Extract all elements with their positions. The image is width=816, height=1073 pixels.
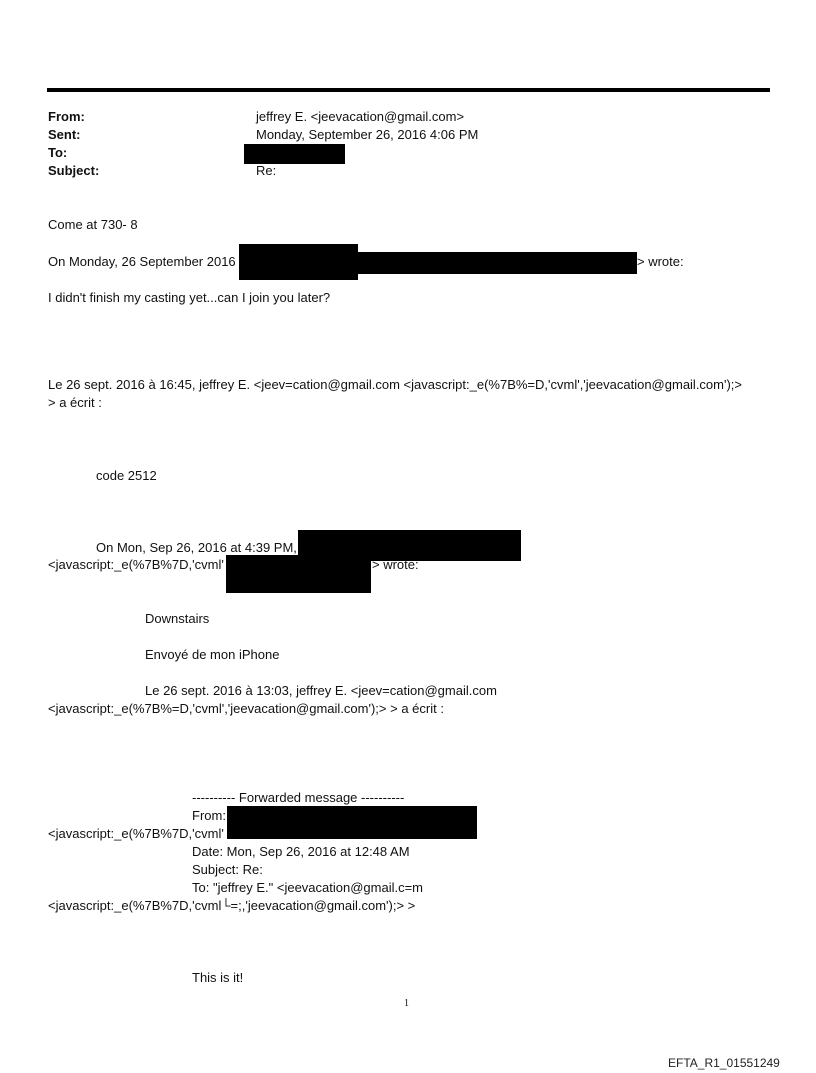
forwarded-message-text: This is it!	[192, 970, 244, 985]
redaction-sender-name	[239, 244, 358, 280]
reply-text: Come at 730- 8	[48, 217, 138, 232]
quote-header-en-end: > wrote:	[372, 557, 419, 572]
redaction-sender-2-email	[226, 555, 371, 593]
forwarded-subject: Subject: Re:	[192, 862, 263, 877]
quoted-message-2: code 2512	[96, 468, 157, 483]
redaction-sender-email	[355, 252, 637, 274]
sent-label: Sent:	[48, 127, 81, 142]
quote-header-fr-2: Le 26 sept. 2016 à 13:03, jeffrey E. <jeev=cation@gmail.com	[145, 683, 497, 698]
forwarded-from: From:	[192, 808, 226, 823]
quote-intro-end: > wrote:	[637, 254, 684, 269]
page-number: 1	[404, 998, 409, 1009]
forwarded-from-js: <javascript:_e(%7B%7D,'cvml'	[48, 826, 224, 841]
quote-header-en-js: <javascript:_e(%7B%7D,'cvml'	[48, 557, 224, 572]
document-id: EFTA_R1_01551249	[668, 1056, 780, 1070]
from-value: jeffrey E. <jeevacation@gmail.com>	[256, 109, 465, 124]
quote-header-fr-1-end: > a écrit :	[48, 395, 102, 410]
quote-header-fr-2-end: <javascript:_e(%7B%=D,'cvml','jeevacation@gmail.com');> > a écrit :	[48, 701, 444, 716]
signature-line: Envoyé de mon iPhone	[145, 647, 280, 662]
quote-header-fr-1: Le 26 sept. 2016 à 16:45, jeffrey E. <jeev=cation@gmail.com <javascript:_e(%7B%=D,'cvml','jeevacation@gmail.com');>	[48, 377, 743, 392]
forwarded-header: ---------- Forwarded message ----------	[192, 790, 405, 805]
redaction-to	[244, 144, 345, 164]
to-label: To:	[48, 145, 68, 160]
header-rule	[47, 88, 770, 92]
forwarded-to: To: "jeffrey E." <jeevacation@gmail.c=m	[192, 880, 424, 895]
forwarded-date: Date: Mon, Sep 26, 2016 at 12:48 AM	[192, 844, 410, 859]
subject-value: Re:	[256, 163, 277, 178]
subject-label: Subject:	[48, 163, 100, 178]
quoted-message-1: I didn't finish my casting yet...can I join you later?	[48, 290, 331, 305]
from-label: From:	[48, 109, 85, 124]
forwarded-to-js: <javascript:_e(%7B%7D,'cvml└=;,'jeevacation@gmail.com');> >	[48, 898, 416, 913]
quoted-message-3: Downstairs	[145, 611, 210, 626]
redaction-forwarded-sender	[227, 806, 477, 839]
quote-header-en: On Mon, Sep 26, 2016 at 4:39 PM,	[96, 540, 297, 555]
sent-value: Monday, September 26, 2016 4:06 PM	[256, 127, 479, 142]
quote-intro-start: On Monday, 26 September 2016	[48, 254, 236, 269]
